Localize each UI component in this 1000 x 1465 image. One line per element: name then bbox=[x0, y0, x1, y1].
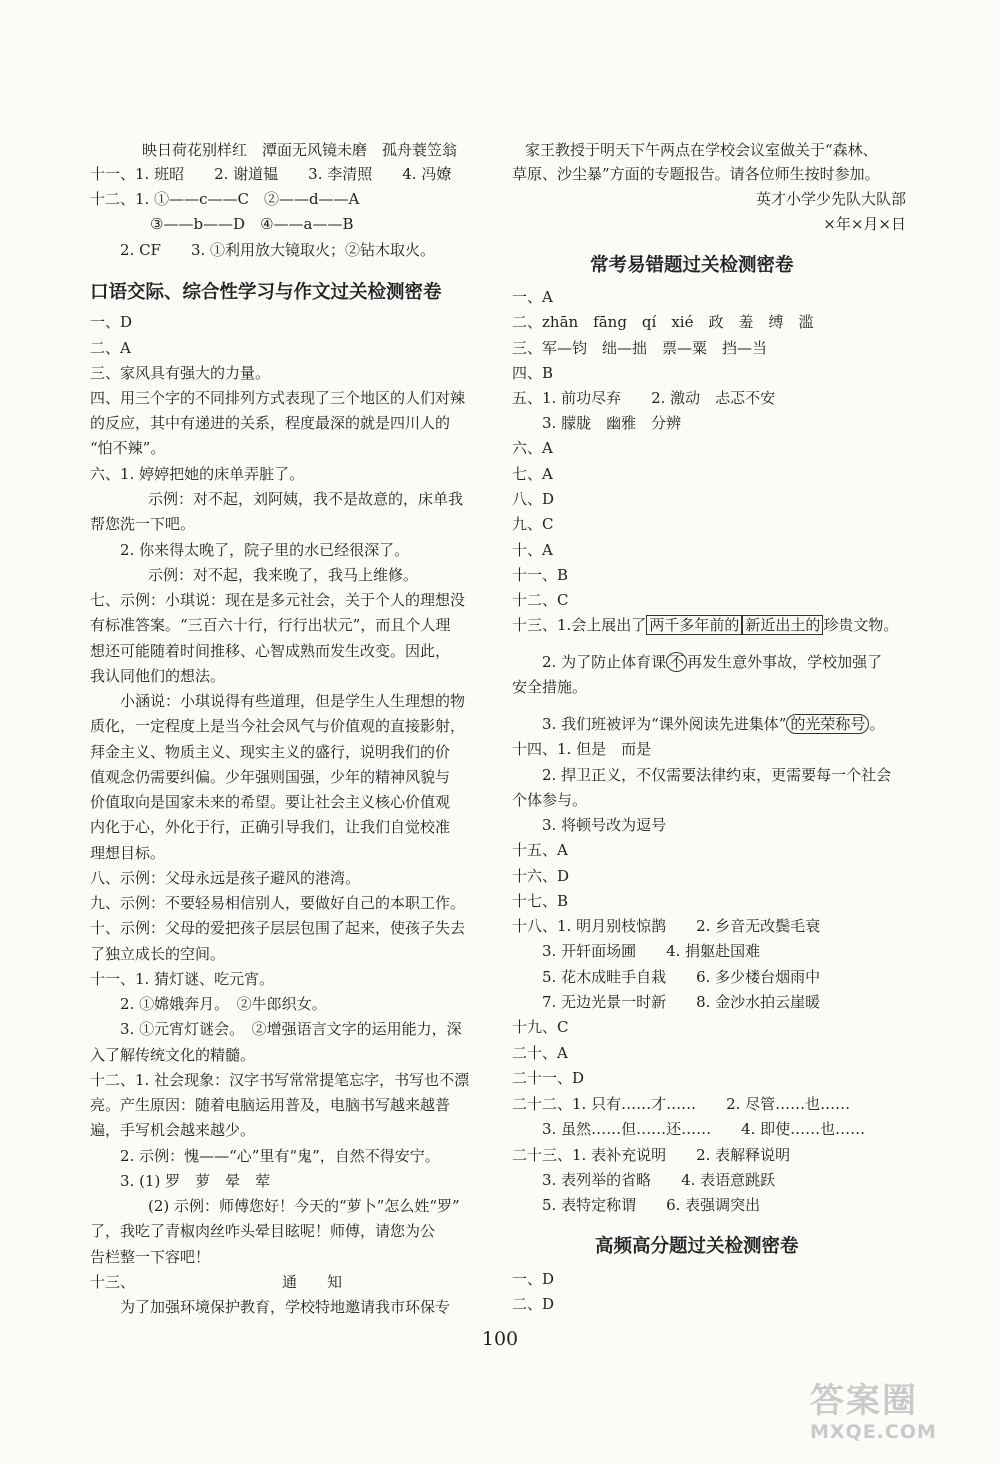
watermark-url: MXQE.COM bbox=[810, 1421, 937, 1443]
text-line: 十二、1. ①——c——C ②——d——A bbox=[90, 190, 360, 208]
answer-line: 2. ①嫦娥奔月。 ②牛郎织女。 bbox=[120, 995, 327, 1013]
answer-line: 3. 朦胧 幽雅 分辨 bbox=[542, 414, 682, 432]
correction-text: 3. 我们班被评为“课外阅读先进集体” bbox=[542, 715, 787, 733]
answer-line: 拜金主义、物质主义、现实主义的盛行，说明我们的价 bbox=[90, 743, 451, 761]
answer-line: 十五、A bbox=[512, 841, 568, 859]
answer-line: 九、C bbox=[512, 515, 554, 533]
answer-line: 示例：对不起，刘阿姨，我不是故意的，床单我 bbox=[148, 490, 464, 508]
answer-line: 5. 花木成畦手自栽 6. 多少楼台烟雨中 bbox=[542, 968, 821, 986]
answer-line: 一、A bbox=[512, 288, 553, 306]
answer-line: 为了加强环境保护教育，学校特地邀请我市环保专 bbox=[120, 1298, 451, 1316]
text-line: 十一、1. 班昭 2. 谢道韫 3. 李清照 4. 冯嫽 bbox=[90, 165, 452, 183]
answer-line: 2. 捍卫正义，不仅需要法律约束，更需要每一个社会 bbox=[542, 766, 892, 784]
answer-line: 值观念仍需要纠偏。少年强则国强，少年的精神风貌与 bbox=[90, 768, 451, 786]
answer-line: 理想目标。 bbox=[90, 844, 166, 862]
correction-line bbox=[512, 615, 898, 635]
answer-line: 3. (1) 罗 萝 晕 荤 bbox=[120, 1172, 271, 1190]
answer-line: 2. 你来得太晚了，院子里的水已经很深了。 bbox=[120, 541, 410, 559]
answer-line: 质化，一定程度上是当今社会风气与价值观的直接影射， bbox=[90, 717, 466, 735]
answer-line: 三、军—钧 绌—拙 票—粟 挡—当 bbox=[512, 339, 768, 357]
answer-line: 六、A bbox=[512, 439, 553, 457]
answer-line: 亮。产生原因：随着电脑运用普及，电脑书写越来越普 bbox=[90, 1096, 451, 1114]
answer-line: 二十三、1. 表补充说明 2. 表解释说明 bbox=[512, 1146, 791, 1164]
answer-line: (2) 示例：师傅您好！今天的“萝卜”怎么姓“罗” bbox=[148, 1197, 460, 1215]
page-number: 100 bbox=[481, 1328, 519, 1350]
text-line: ③——b——D ④——a——B bbox=[150, 215, 354, 233]
correction-text: 再发生意外事故，学校加强了 bbox=[687, 653, 883, 671]
marked-phrase: 两千多年前的 bbox=[646, 615, 742, 635]
answer-line: 告栏整一下容吧！ bbox=[90, 1248, 211, 1266]
answer-line: 的反应，其中有递进的关系，程度最深的就是四川人的 bbox=[90, 414, 451, 432]
answer-line: 十二、C bbox=[512, 591, 569, 609]
answer-line: 九、示例：不要轻易相信别人，要做好自己的本职工作。 bbox=[90, 894, 466, 912]
correction-text: 。 bbox=[869, 715, 885, 733]
answer-line: 了，我吃了青椒肉丝咋头晕目眩呢！师傅，请您为公 bbox=[90, 1222, 436, 1240]
answer-line: 了独立成长的空间。 bbox=[90, 945, 226, 963]
answer-line: 五、1. 前功尽弃 2. 激动 忐忑不安 bbox=[512, 389, 776, 407]
answer-line: 十、示例：父母的爱把孩子层层包围了起来，使孩子失去 bbox=[90, 919, 466, 937]
watermark-text: 答案圈 bbox=[810, 1381, 918, 1421]
answer-line: 四、B bbox=[512, 364, 554, 382]
answer-line: 七、示例：小琪说：现在是多元社会，关于个人的理想没 bbox=[90, 591, 466, 609]
text-line: 映日荷花别样红 潭面无风镜未磨 孤舟蓑笠翁 bbox=[142, 141, 458, 159]
marked-phrase: 新近出土的 bbox=[742, 615, 823, 635]
watermark-logo bbox=[810, 1381, 978, 1451]
notice-signature: 英才小学少先队大队部 bbox=[755, 190, 906, 208]
answer-line: 入了解传统文化的精髓。 bbox=[90, 1046, 256, 1064]
answer-line: 遍，手写机会越来越少。 bbox=[90, 1121, 256, 1139]
correction-line bbox=[542, 714, 884, 734]
answer-line: 十二、1. 社会现象：汉字书写常常提笔忘字，书写也不漂 bbox=[90, 1071, 470, 1089]
notice-date: ×年×月×日 bbox=[823, 215, 906, 233]
answer-line: 八、示例：父母永远是孩子避风的港湾。 bbox=[90, 869, 361, 887]
answer-line: 内化于心，外化于行，正确引导我们，让我们自觉校准 bbox=[90, 818, 451, 836]
answer-line: 二十一、D bbox=[512, 1069, 585, 1087]
section-heading: 口语交际、综合性学习与作文过关检测密卷 bbox=[90, 282, 442, 303]
answer-line: 三、家风具有强大的力量。 bbox=[90, 364, 271, 382]
answer-line: 3. 表列举的省略 4. 表语意跳跃 bbox=[542, 1171, 776, 1189]
answer-line: 3. 虽然……但……还…… 4. 即使……也…… bbox=[542, 1120, 866, 1138]
answer-line: 十九、C bbox=[512, 1018, 569, 1036]
answer-line: 5. 表特定称谓 6. 表强调突出 bbox=[542, 1196, 761, 1214]
answer-line: 七、A bbox=[512, 465, 553, 483]
text-line: 草原、沙尘暴”方面的专题报告。请各位师生按时参加。 bbox=[512, 165, 880, 183]
answer-line: 一、D bbox=[90, 313, 133, 331]
answer-line: 十七、B bbox=[512, 892, 569, 910]
correction-text: 2. 为了防止体育课 bbox=[542, 653, 667, 671]
marked-phrase: 的光荣称号 bbox=[786, 714, 869, 734]
answer-line: 十八、1. 明月别枝惊鹊 2. 乡音无改鬓毛衰 bbox=[512, 917, 821, 935]
answer-line: 十三、 bbox=[90, 1273, 136, 1291]
correction-line: 安全措施。 bbox=[512, 678, 588, 696]
answer-line: 有标准答案。“三百六十行，行行出状元”，而且个人理 bbox=[90, 616, 451, 634]
text-line: 家王教授于明天下午两点在学校会议室做关于“森林、 bbox=[525, 141, 878, 159]
answer-line: 二十、A bbox=[512, 1044, 568, 1062]
answer-line: 二、A bbox=[90, 339, 131, 357]
answer-line: 7. 无边光景一时新 8. 金沙水拍云崖暖 bbox=[542, 993, 821, 1011]
answer-line: 十四、1. 但是 而是 bbox=[512, 740, 652, 758]
answer-line: 小涵说：小琪说得有些道理，但是学生人生理想的物 bbox=[120, 692, 466, 710]
answer-line: 十、A bbox=[512, 541, 553, 559]
section-heading: 高频高分题过关检测密卷 bbox=[595, 1236, 799, 1257]
answer-line: 价值取向是国家未来的希望。要让社会主义核心价值观 bbox=[90, 793, 451, 811]
answer-line: 我认同他们的想法。 bbox=[90, 667, 226, 685]
answer-line: 二、zhān fāng qí xié 政 羞 缚 滥 bbox=[512, 313, 814, 331]
text-line: 2. CF 3. ①利用放大镜取火；②钻木取火。 bbox=[120, 241, 436, 259]
answer-line: 3. 将顿号改为逗号 bbox=[542, 816, 667, 834]
answer-line: 十一、1. 猜灯谜、吃元宵。 bbox=[90, 970, 275, 988]
notice-title: 通 知 bbox=[282, 1273, 343, 1291]
section-heading: 常考易错题过关检测密卷 bbox=[590, 255, 794, 276]
answer-line: 十六、D bbox=[512, 867, 570, 885]
answer-line: 十一、B bbox=[512, 566, 569, 584]
correction-text: 珍贵文物。 bbox=[823, 616, 899, 634]
answer-line: 3. ①元宵灯谜会。 ②增强语言文字的运用能力，深 bbox=[120, 1020, 462, 1038]
answer-line: 个体参与。 bbox=[512, 791, 588, 809]
correction-line bbox=[542, 652, 882, 672]
answer-line: 示例：对不起，我来晚了，我马上维修。 bbox=[148, 566, 419, 584]
answer-line: 想还可能随着时间推移、心智成熟而发生改变。因此， bbox=[90, 642, 451, 660]
answer-line: 帮您洗一下吧。 bbox=[90, 515, 196, 533]
circled-word: 不 bbox=[666, 652, 687, 672]
answer-line: 一、D bbox=[512, 1270, 555, 1288]
answer-line: 四、用三个字的不同排列方式表现了三个地区的人们对辣 bbox=[90, 389, 466, 407]
answer-line: 六、1. 婷婷把她的床单弄脏了。 bbox=[90, 465, 305, 483]
answer-line: 八、D bbox=[512, 490, 555, 508]
correction-text: 十三、1.会上展出了 bbox=[512, 616, 647, 634]
answer-line: “怕不辣”。 bbox=[90, 439, 166, 457]
answer-line: 二、D bbox=[512, 1295, 555, 1313]
answer-line: 3. 开轩面场圃 4. 捐躯赴国难 bbox=[542, 942, 761, 960]
answer-line: 2. 示例：愧——“心”里有“鬼”，自然不得安宁。 bbox=[120, 1147, 440, 1165]
answer-line: 二十二、1. 只有……才…… 2. 尽管……也…… bbox=[512, 1095, 851, 1113]
